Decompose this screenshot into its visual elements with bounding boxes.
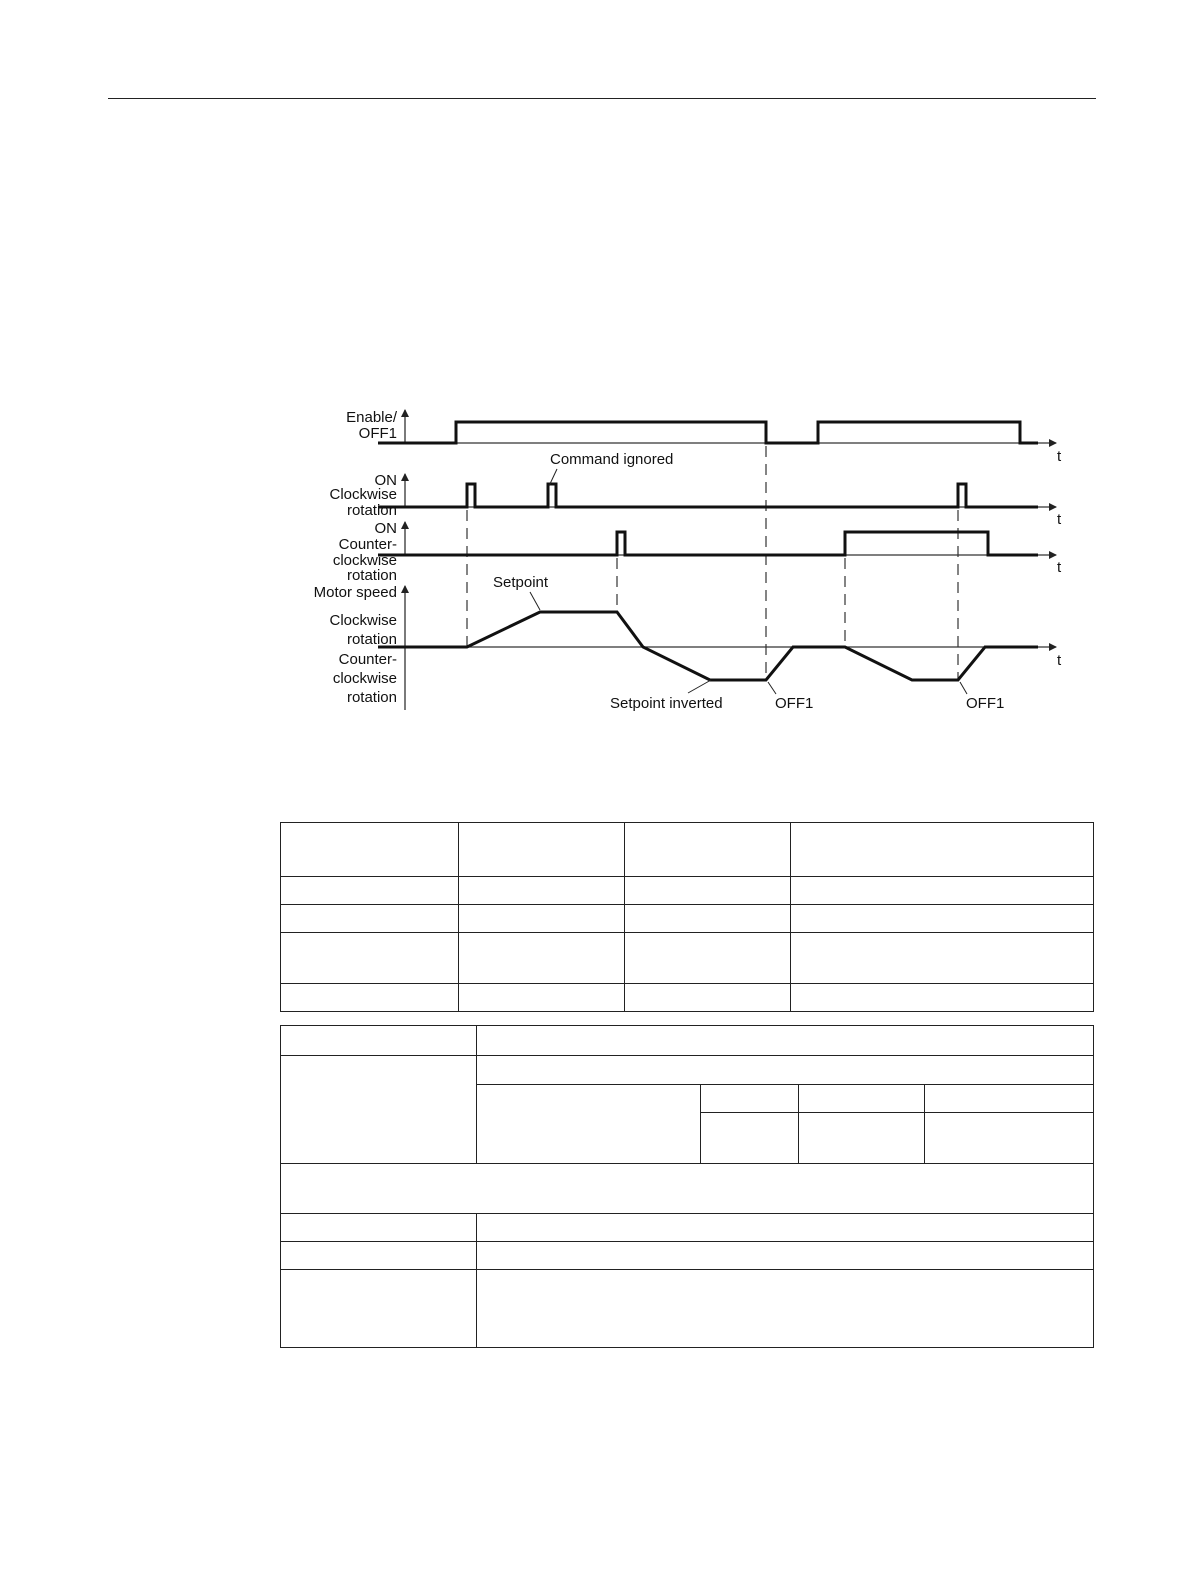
label-on-cw-line1: ON — [374, 472, 397, 489]
svg-text:Command ignored — [550, 451, 673, 468]
table-cell — [459, 877, 625, 905]
svg-text:Setpoint — [493, 574, 549, 591]
table-row — [281, 1026, 1094, 1056]
svg-text:rotation — [347, 502, 397, 519]
table-cell — [477, 1214, 1094, 1242]
svg-text:Clockwise — [329, 486, 397, 503]
table-cell — [459, 905, 625, 933]
label-on-cw-line3: rotation — [346, 502, 397, 519]
t-label-cw: t — [1057, 511, 1062, 528]
settings-table-bottom — [280, 1025, 1094, 1348]
svg-text:Setpoint inverted — [610, 695, 723, 712]
label-on-ccw-line1: ON — [374, 520, 397, 537]
svg-text:t — [1057, 448, 1062, 465]
table-cell — [281, 1164, 1094, 1214]
svg-text:rotation — [347, 567, 397, 584]
label-on-ccw-line2: Counter- — [338, 536, 397, 553]
table-cell — [625, 823, 791, 877]
table-row — [281, 877, 1094, 905]
table-cell — [700, 1113, 798, 1163]
table-cell — [477, 1270, 1094, 1348]
label-ccw-rotation-line3: rotation — [346, 689, 397, 706]
label-enable-line1: Enable/ — [346, 409, 397, 426]
table-cell — [477, 1026, 1094, 1056]
off1-second-leader — [960, 682, 967, 694]
svg-text:rotation — [347, 689, 397, 706]
table-cell — [459, 984, 625, 1012]
label-ccw-rotation-line1: Counter- — [338, 651, 397, 668]
axes — [378, 410, 1056, 710]
table-row — [281, 1056, 1094, 1164]
label-on-ccw-line3: clockwise — [332, 552, 397, 569]
table-cell — [625, 905, 791, 933]
table-cell — [791, 823, 1094, 877]
svg-text:t — [1057, 511, 1062, 528]
svg-text:t — [1057, 559, 1062, 576]
label-cw-rotation-line2: rotation — [346, 631, 397, 648]
dashed-guides — [467, 446, 958, 680]
label-enable-line2: OFF1 — [358, 425, 397, 442]
table-cell — [625, 933, 791, 984]
annotation-command-ignored: Command ignored — [550, 451, 674, 468]
annotation-setpoint-inverted: Setpoint inverted — [610, 695, 723, 712]
nested-header — [477, 1056, 1093, 1084]
table-row — [281, 1242, 1094, 1270]
t-label-enable: t — [1057, 448, 1062, 465]
table-cell — [791, 933, 1094, 984]
t-label-speed: t — [1057, 652, 1062, 669]
table-cell — [924, 1113, 1094, 1163]
table-cell — [281, 877, 459, 905]
label-ccw-rotation-line2: clockwise — [332, 670, 397, 687]
nested-table — [477, 1084, 1094, 1163]
annotation-off1-first: OFF1 — [775, 695, 814, 712]
svg-text:clockwise — [333, 670, 397, 687]
table-cell — [625, 984, 791, 1012]
table-cell — [281, 905, 459, 933]
table-cell — [281, 1242, 477, 1270]
table-cell — [798, 1085, 924, 1113]
table-cell — [924, 1085, 1094, 1113]
label-on-ccw-line4: rotation — [346, 567, 397, 584]
table-cell — [798, 1113, 924, 1163]
svg-text:ON — [375, 520, 398, 537]
cw-signal — [378, 484, 1038, 507]
svg-text:Enable/ — [346, 409, 398, 426]
t-label-ccw: t — [1057, 559, 1062, 576]
setpoint-inverted-leader — [688, 680, 711, 693]
svg-text:rotation — [347, 631, 397, 648]
annotation-off1-second: OFF1 — [966, 695, 1005, 712]
table-cell — [281, 984, 459, 1012]
off1-first-leader — [768, 682, 776, 694]
settings-table-top — [280, 822, 1094, 1012]
table-row — [281, 823, 1094, 877]
table-cell — [281, 1056, 477, 1164]
ccw-signal — [378, 532, 1038, 555]
table-row — [281, 984, 1094, 1012]
table-row — [281, 933, 1094, 984]
table-cell — [459, 823, 625, 877]
svg-text:OFF1 — [966, 695, 1004, 712]
svg-text:Motor speed — [314, 584, 397, 601]
table-cell — [625, 877, 791, 905]
table-cell-nested — [477, 1056, 1094, 1164]
table-cell — [791, 905, 1094, 933]
table-cell — [477, 1085, 700, 1163]
table-cell — [281, 1214, 477, 1242]
setpoint-leader — [530, 592, 540, 610]
svg-text:Counter- — [339, 651, 397, 668]
table-row — [281, 1214, 1094, 1242]
table-cell — [791, 984, 1094, 1012]
table-cell — [700, 1085, 798, 1113]
table-row — [477, 1085, 1094, 1113]
table-row — [281, 905, 1094, 933]
table-row — [281, 1270, 1094, 1348]
enable-signal — [378, 422, 1038, 443]
table-cell — [281, 1026, 477, 1056]
label-cw-rotation-line1: Clockwise — [329, 612, 397, 629]
table-cell — [791, 877, 1094, 905]
motor-speed-trace — [378, 612, 1038, 680]
svg-text:Counter- — [339, 536, 397, 553]
svg-text:OFF1 — [359, 425, 397, 442]
table-cell — [281, 823, 459, 877]
svg-text:OFF1 — [775, 695, 813, 712]
table-cell — [477, 1242, 1094, 1270]
table-row — [281, 1164, 1094, 1214]
svg-text:Clockwise — [329, 612, 397, 629]
label-on-cw-line2: Clockwise — [329, 486, 397, 503]
timing-diagram — [0, 0, 1191, 760]
annotation-setpoint: Setpoint — [493, 574, 549, 591]
label-motor-speed: Motor speed — [313, 584, 397, 601]
table-cell — [459, 933, 625, 984]
table-cell — [281, 933, 459, 984]
table-cell — [281, 1270, 477, 1348]
svg-text:t — [1057, 652, 1062, 669]
